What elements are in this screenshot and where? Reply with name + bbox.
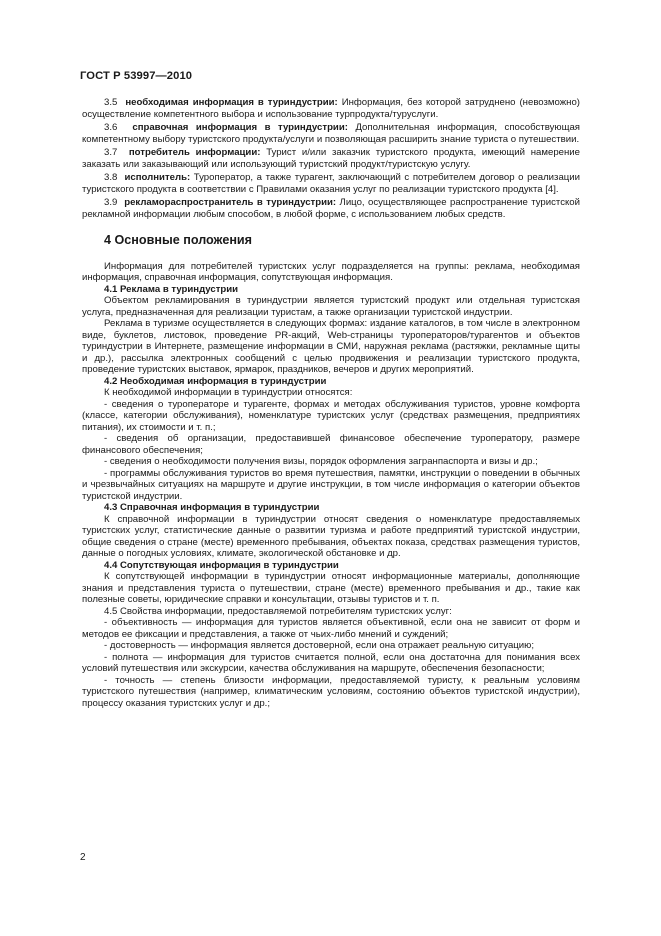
subsection-4-1-title: 4.1 Реклама в туриндустрии: [104, 283, 239, 295]
list-item: - объективность — информация для туристов является объективной, если она не зависит от форм и методов ее фиксации и представления, а также от чьих-либо мнений и суждений;: [82, 617, 580, 640]
list-item: - сведения об организации, предоставившей финансовое обеспечение туроператору, размере финансового обеспечения;: [82, 433, 580, 456]
term: рекламораспространитель в туриндустрии:: [124, 197, 337, 208]
list-item: - полнота — информация для туристов считается полной, если она достаточна для понимания всех условий путешествия или экскурсии, качества обслуживания на маршруте, обеспечения безопасности;: [82, 651, 580, 674]
subsection-4-5-intro: 4.5 Свойства информации, предоставляемой потребителям туристских услуг:: [104, 605, 452, 617]
paragraph: К необходимой информации в туриндустрии относятся:: [104, 387, 353, 398]
definition-3-8: 3.8 исполнитель: Туроператор, а также турагент, заключающий с потребителем договор о реализации туристского продукта в соответствии с Правилами оказания услуг по реализации туристского продукта [4].: [82, 172, 580, 195]
term: справочная информация в туриндустрии:: [132, 122, 348, 133]
definition-3-5: 3.5 необходимая информация в туриндустрии: Информация, без которой затруднено (невозможно) осуществление компетентного выбора и использование турпродукта/туруслуги.: [82, 97, 581, 120]
term: необходимая информация в туриндустрии:: [125, 97, 338, 108]
paragraph: К сопутствующей информации в туриндустрии относят информационные материалы, дополняющие знания и представления туриста о путешествии, стране (месте) временного пребывания и др., такие как полезные советы, юридические справки и консультации, отзывы туристов и т. п.: [82, 571, 580, 605]
section-4-title: 4 Основные положения: [104, 233, 253, 247]
document-body: [82, 95, 580, 709]
paragraph: К справочной информации в туриндустрии относят сведения о номенклатуре предоставляемых туристских услуг, статистические данные о развитии туризма и работе предприятий туристской индустрии, общие сведения о стране (месте) временного пребывания, объектах показа, средствах размещения туристов, данные о погодных условиях, климате, экологической обстановке и др.: [82, 513, 580, 559]
subsection-4-2-title: 4.2 Необходимая информация в туриндустрии: [104, 375, 327, 387]
list-item: - сведения о туроператоре и турагенте, формах и методах обслуживания туристов, уровне комфорта (классе, категории обслуживания), номенклатуре туристских услуг (средствах размещения, предприятиях питания), их стоимости и т. п.;: [82, 398, 580, 433]
list-item: - точность — степень близости информации, предоставляемой туристу, к реальным условиям туристского путешествия (например, климатическим условиям, состоянию объектов туристской индустрии), процессу оказания туристских услуг и др.;: [82, 674, 580, 709]
subsection-4-3-title: 4.3 Справочная информация в туриндустрии: [104, 502, 320, 513]
definition-3-9: 3.9 рекламораспространитель в туриндустрии: Лицо, осуществляющее распространение туристской рекламной информации любым способом, в любой форме, с использованием любых средств.: [82, 197, 580, 220]
term: потребитель информации:: [128, 147, 261, 158]
paragraph: Объектом рекламирования в туриндустрии является туристский продукт или отдельная туристская услуга, предназначенная для реализации туристам, а также организации туристской индустрии.: [82, 295, 580, 318]
document-header: ГОСТ Р 53997—2010: [80, 70, 193, 82]
list-item: - достоверность — информация является достоверной, если она отражает реальную ситуацию;: [104, 640, 535, 651]
term: исполнитель:: [124, 172, 191, 183]
page-number: 2: [80, 852, 86, 863]
subsection-4-4-title: 4.4 Сопутствующая информация в туриндустрии: [104, 559, 339, 571]
paragraph: Реклама в туризме осуществляется в следующих формах: издание каталогов, в том числе в электронном виде, буклетов, листовок, проведение PR-акций, Web-страницы туроператоров/турагентов и объектов туриндустрии в Интернете, размещение информации в СМИ, наружная реклама (растяжки, рекламные щиты и др.), рассылка электронных сообщений с целью продвижения и реализации туристского продукта, проведение туристских выставок, ярмарок, праздников, вечеров и других мероприятий.: [82, 318, 580, 375]
section-4-intro: Информация для потребителей туристских услуг подразделяется на группы: реклама, необходимая информация, справочная информация, сопутствующая информация.: [82, 260, 580, 283]
list-item: - программы обслуживания туристов во время путешествия, памятки, инструкции о поведении в обычных и чрезвычайных ситуациях на маршруте и другие инструкции, в том числе информация о категории объектов туристской индустрии.: [82, 467, 580, 502]
list-item: - сведения о необходимости получения визы, порядок оформления загранпаспорта и визы и др.;: [104, 456, 538, 467]
definition-3-7: 3.7 потребитель информации: Турист и/или заказчик туристского продукта, имеющий намерение заказать или заказывающий или использующий туристский продукт/туристскую услугу.: [82, 147, 580, 170]
definition-3-6: 3.6 справочная информация в туриндустрии: Дополнительная информация, способствующая компетентному выбору туристского продукта/услуги и позволяющая расширить знание туриста о путешествии.: [82, 122, 580, 145]
